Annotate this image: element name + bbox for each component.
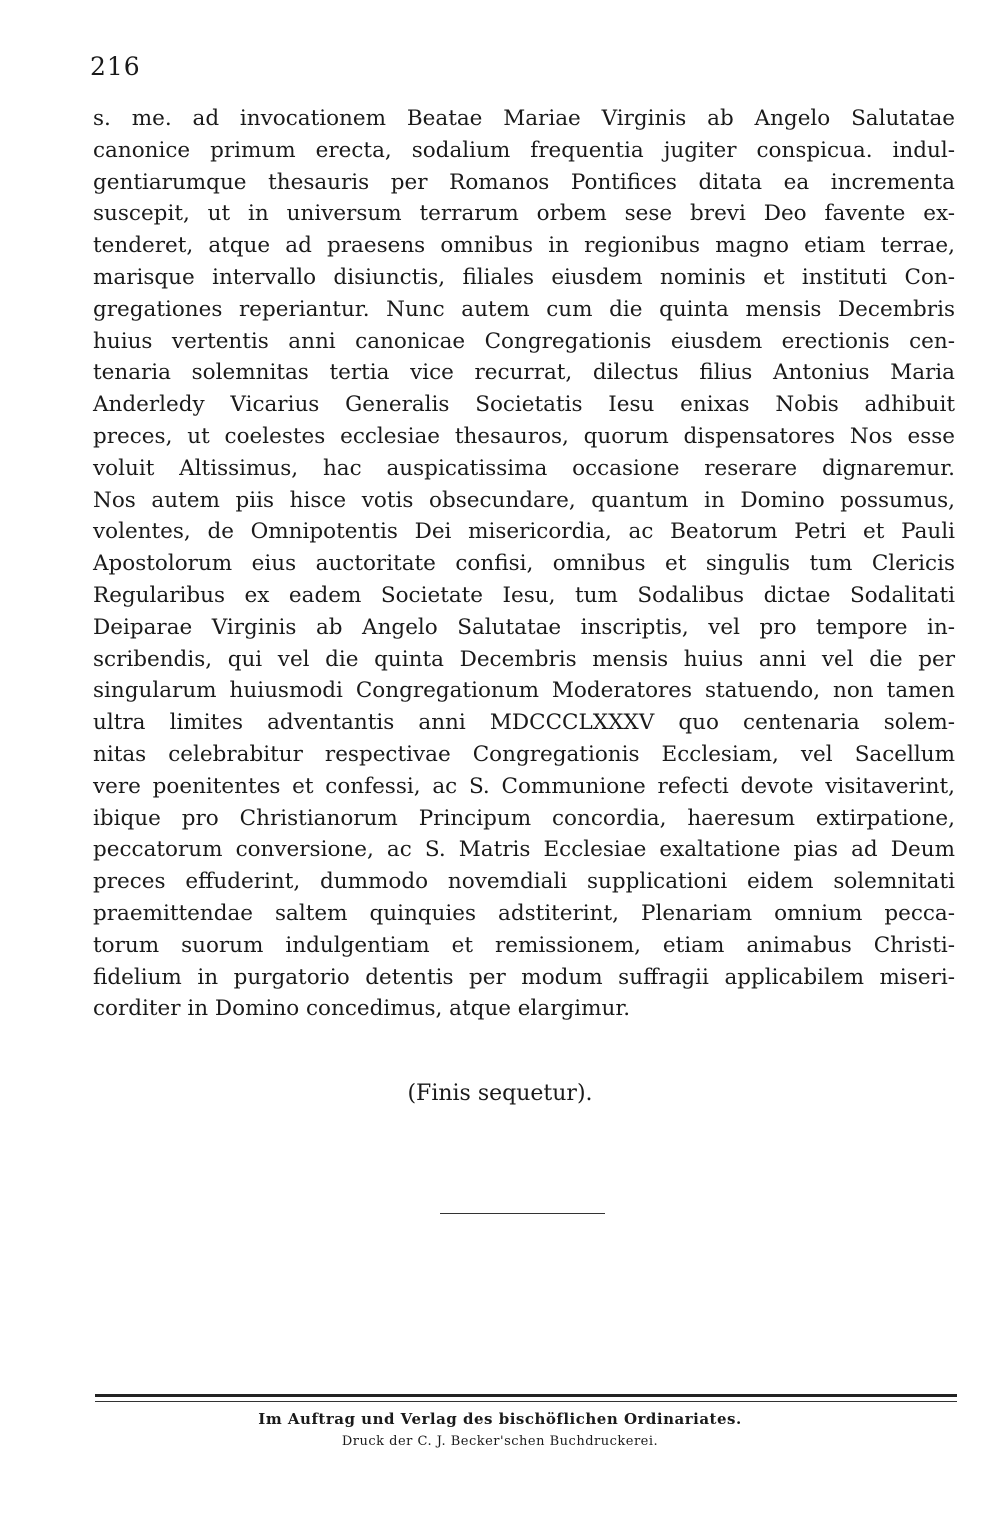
text-line: scribendis, qui vel die quinta Decembris mensis huius anni vel die per (93, 646, 955, 672)
body-text (93, 103, 955, 1025)
text-line: Deiparae Virginis ab Angelo Salutatae inscriptis, vel pro tempore in- (93, 614, 955, 640)
text-line: Anderledy Vicarius Generalis Societatis Iesu enixas Nobis adhibuit (93, 392, 955, 418)
section-divider (440, 1213, 605, 1214)
text-line: preces effuderint, dummodo novemdiali supplicationi eidem solemnitati (93, 869, 955, 895)
text-line: peccatorum conversione, ac S. Matris Ecclesiae exaltatione pias ad Deum (93, 837, 955, 863)
text-line: tenderet, atque ad praesens omnibus in regionibus magno etiam terrae, (93, 233, 955, 259)
text-line: Apostolorum eius auctoritate confisi, omnibus et singulis tum Clericis (93, 551, 955, 577)
text-line: vere poenitentes et confessi, ac S. Communione refecti devote visitaverint, (93, 773, 955, 799)
page-number: 216 (90, 52, 141, 81)
text-line: Nos autem piis hisce votis obsecundare, quantum in Domino possumus, (93, 487, 955, 513)
text-line: praemittendae saltem quinquies adstiterint, Plenariam omnium pecca- (93, 900, 955, 926)
imprint-publisher: Im Auftrag und Verlag des bischöflichen Ordinariates. (258, 1410, 742, 1428)
text-line: s. me. ad invocationem Beatae Mariae Virginis ab Angelo Salutatae (93, 106, 955, 131)
text-line: singularum huiusmodi Congregationum Moderatores statuendo, non tamen (93, 678, 955, 704)
text-line: tenaria solemnitas tertia vice recurrat, dilectus filius Antonius Maria (93, 360, 955, 386)
text-line: nitas celebrabitur respectivae Congregationis Ecclesiam, vel Sacellum (93, 741, 955, 767)
text-line: canonice primum erecta, sodalium frequentia jugiter conspicua. indul- (93, 137, 955, 163)
text-line: torum suorum indulgentiam et remissionem, etiam animabus Christi- (93, 932, 955, 958)
text-line: voluit Altissimus, hac auspicatissima occasione reserare dignaremur. (93, 455, 955, 481)
footer-rule-thick (95, 1394, 957, 1397)
text-line: volentes, de Omnipotentis Dei misericordia, ac Beatorum Petri et Pauli (93, 519, 955, 545)
text-line: fidelium in purgatorio detentis per modum suffragii applicabilem miseri- (93, 964, 955, 990)
text-line: preces, ut coelestes ecclesiae thesauros, quorum dispensatores Nos esse (93, 423, 955, 449)
text-line: huius vertentis anni canonicae Congregationis eiusdem erectionis cen- (93, 328, 955, 354)
text-line: gentiarumque thesauris per Romanos Pontifices ditata ea incrementa (93, 169, 955, 195)
footer-rule-thin (95, 1401, 957, 1402)
text-line: corditer in Domino concedimus, atque elargimur. (93, 996, 631, 1022)
closing-note: (Finis sequetur). (407, 1081, 593, 1106)
imprint-printer: Druck der C. J. Becker'schen Buchdruckerei. (341, 1434, 659, 1449)
text-line: ibique pro Christianorum Principum concordia, haeresum extirpatione, (93, 805, 955, 831)
text-line: ultra limites adventantis anni MDCCCLXXXV quo centenaria solem- (93, 710, 955, 736)
text-line: suscepit, ut in universum terrarum orbem sese brevi Deo favente ex- (93, 201, 955, 227)
text-line: gregationes reperiantur. Nunc autem cum die quinta mensis Decembris (93, 296, 955, 322)
text-line: Regularibus ex eadem Societate Iesu, tum Sodalibus dictae Sodalitati (93, 582, 955, 608)
text-line: marisque intervallo disiunctis, filiales eiusdem nominis et instituti Con- (93, 264, 955, 290)
